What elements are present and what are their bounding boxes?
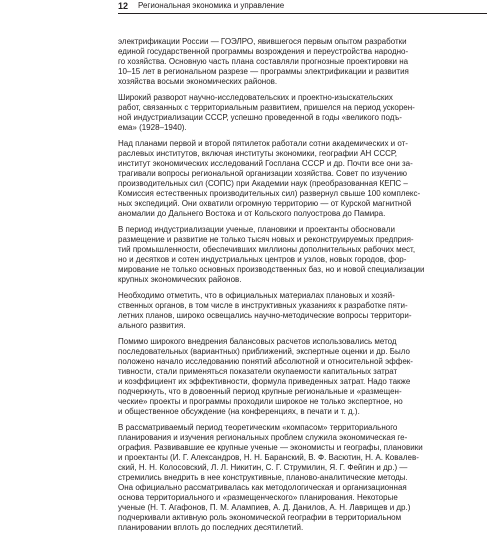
body-text	[118, 37, 487, 533]
text-line: работ, связанных с территориальным развитием, пришелся на период ускорен-	[118, 103, 415, 112]
text-line: но и десятков и сотен индустриальных центров и узлов, новых городов, фор-	[118, 255, 407, 264]
text-line: ной индустриализации СССР, успешно проведенной в годы «великого подъ-	[118, 113, 402, 122]
page-header	[118, 0, 488, 14]
paragraph	[118, 423, 487, 533]
text-line: единой государственной программы возрождения и переустройства народно-	[118, 47, 409, 56]
text-line: ема» (1928–1940).	[118, 123, 187, 132]
text-line: ческие» проекты и программы проходили широкое не только экспертное, но	[118, 397, 403, 406]
text-line: Широкий разворот научно-исследовательских и проектно-изыскательских	[118, 93, 393, 102]
paragraph	[118, 93, 487, 133]
text-line: ального развития.	[118, 321, 186, 330]
paragraph	[118, 291, 487, 331]
text-line: подчеркнуть, что в довоенный период крупные региональные и «размещен-	[118, 387, 402, 396]
text-line: институт экономических исследований Госплана СССР и др. Почти все они за-	[118, 159, 413, 168]
text-line: Над планами первой и второй пятилеток работали сотни академических и от-	[118, 139, 408, 148]
text-line: В рассматриваемый период теоретическим «компасом» территориального	[118, 423, 398, 432]
header-rule	[118, 13, 487, 14]
paragraph	[118, 139, 487, 219]
text-line: ных экспедиций. Они охватили огромную территорию — от Курской магнитной	[118, 199, 412, 208]
text-line: трагивали вопросы региональной организации хозяйства. Совет по изучению	[118, 169, 408, 178]
text-line: и общественное обсуждение (на конференциях, в печати и т. д.).	[118, 407, 360, 416]
text-line: тий промышленности, обеспечивших миллионы дополнительных рабочих мест,	[118, 245, 416, 254]
text-line: подчеркивали активную роль экономической географии в территориальном	[118, 513, 402, 522]
text-line: аномалии до Дальнего Востока и от Кольского полуострова до Памира.	[118, 209, 386, 218]
text-line: электрификации России — ГОЭЛРО, явившегося первым опытом разработки	[118, 37, 407, 46]
text-line: стремились внедрить в нее конструктивные, планово-аналитические методы.	[118, 473, 408, 482]
paragraph	[118, 37, 487, 87]
text-line: положено начало исследованию понятий абсолютной и относительной эффек-	[118, 357, 413, 366]
text-line: Комиссия естественных производительных сил) развернул свыше 100 комплекс-	[118, 189, 421, 198]
text-line: ственных органов, в том числе в инструктивных указаниях к разработке пяти-	[118, 301, 408, 310]
text-line: последовательных (вариантных) приближений, экспертные оценки и др. Было	[118, 347, 410, 356]
text-line: ский, Н. Н. Колосовский, Л. Л. Никитин, С. Г. Струмилин, Я. Г. Фейгин и др.) —	[118, 463, 408, 472]
text-line: летних планов, широко освещались научно-методические вопросы территори-	[118, 311, 412, 320]
text-line: и коэффициент их эффективности, формула приведенных затрат. Надо также	[118, 377, 411, 386]
text-line: хозяйства восьми экономических районов.	[118, 77, 278, 86]
text-line: крупных экономических районов.	[118, 275, 242, 284]
text-line: Она официально рассматривалась как методологическая и организационная	[118, 483, 407, 492]
running-title: Региональная экономика и управление	[138, 1, 285, 10]
text-line: В период индустриализации ученые, плановики и проектанты обосновали	[118, 225, 395, 234]
text-line: мирование не только основных производственных баз, но и новой специализации	[118, 265, 425, 274]
text-line: ография. Развивавшие ее крупные ученые — экономисты и географы, плановики	[118, 443, 423, 452]
text-line: размещение и развитие не только тысяч новых и реконструируемых предприя-	[118, 235, 414, 244]
text-line: планирования и изучения региональных проблем служила экономическая ге-	[118, 433, 408, 442]
text-line: основа территориального и «размещенческого» планирования. Некоторые	[118, 493, 398, 502]
paragraph	[118, 225, 487, 285]
text-line: Помимо широкого внедрения балансовых расчетов использовались метод	[118, 337, 397, 346]
paragraph	[118, 337, 487, 417]
text-line: и проектанты (И. Г. Александров, Н. Н. Баранский, В. Ф. Васютин, Н. А. Ковалев-	[118, 453, 419, 462]
page-number: 12	[118, 1, 129, 11]
text-line: планировании вплоть до последних десятилетий.	[118, 523, 304, 532]
text-line: производительных сил (СОПС) при Академии наук (преобразованная КЕПС –	[118, 179, 408, 188]
text-line: го хозяйства. Основную часть плана составляли прогнозные проектировки на	[118, 57, 409, 66]
text-line: Необходимо отметить, что в официальных материалах плановых и хозяй-	[118, 291, 395, 300]
text-line: ученые (Н. Т. Агафонов, П. М. Алампиев, А. Д. Данилов, А. Н. Лаврищев и др.)	[118, 503, 411, 512]
text-line: раслевых институтов, включая институты экономики, географии АН СССР,	[118, 149, 397, 158]
text-line: 10–15 лет в региональном разрезе — программы электрификации и развития	[118, 67, 409, 76]
text-line: тивности, стали применяться показатели окупаемости капитальных затрат	[118, 367, 398, 376]
